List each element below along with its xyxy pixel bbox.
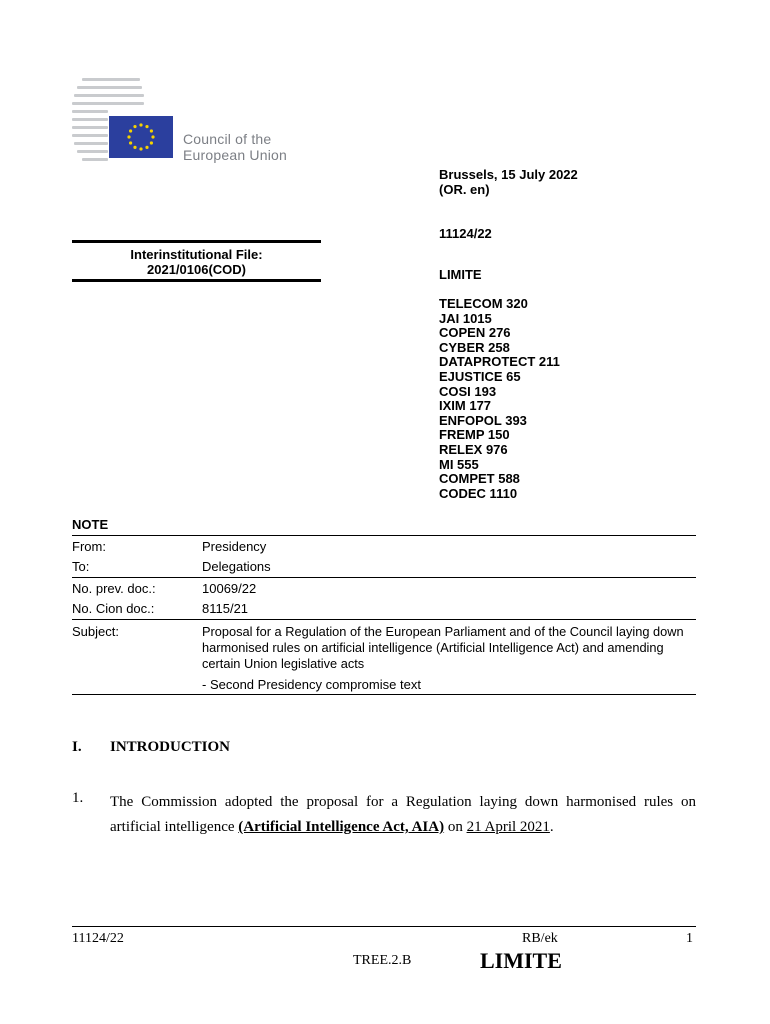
from-label: From: [72,539,106,554]
subject-code: EJUSTICE 65 [439,368,521,384]
act-name: (Artificial Intelligence Act, AIA) [238,819,445,835]
paragraph-text-part: . [549,819,554,835]
divider [72,577,696,578]
organization-name [183,131,287,163]
subject-code: MI 555 [439,456,479,472]
org-name-line2: European Union [183,147,287,163]
subject-code: CYBER 258 [439,339,510,355]
document-number: 11124/22 [439,226,492,241]
divider [72,619,696,620]
prev-doc-label: No. prev. doc.: [72,581,156,596]
subject-codes-list [439,297,560,501]
to-value: Delegations [202,559,271,574]
footer-classification: LIMITE [480,948,562,973]
adoption-date: 21 April 2021 [466,819,550,835]
note-title: NOTE [72,517,109,532]
subject-code: DATAPROTECT 211 [439,354,560,370]
subject-code: IXIM 177 [439,398,492,414]
subject-code: RELEX 976 [439,441,508,457]
subject-code: FREMP 150 [439,427,510,443]
subject-code: TELECOM 320 [439,296,528,311]
footer-initials: RB/ek [522,931,558,946]
prev-doc-value: 10069/22 [202,581,257,596]
to-label: To: [72,559,90,574]
paragraph-text [110,790,696,840]
subject-value: Proposal for a Regulation of the European Parliament and of the Council laying down harmonised rules on artificial intelligence (Artificial Intelligence Act) and amending certain Union legislative acts [202,624,684,671]
footer-divider [72,926,696,927]
divider [72,535,696,536]
cion-doc-value: 8115/21 [202,601,249,616]
subject-code: JAI 1015 [439,310,492,326]
subject-label: Subject: [72,624,119,639]
subject-subtitle: - Second Presidency compromise text [202,677,421,692]
cion-doc-label: No. Cion doc.: [72,601,155,616]
original-language: (OR. en) [439,181,490,197]
paragraph-text-part: on [444,819,467,835]
eu-flag-icon [109,116,173,158]
section-number: I. [72,739,82,755]
divider [72,694,696,695]
document-date: Brussels, 15 July 2022 [439,167,578,182]
org-name-line1: Council of the [183,131,272,147]
interinstitutional-file-box [72,240,321,282]
paragraph-text-part: The Commission adopted the proposal for a Regulation laying down harmonised rules on artificial intelligence [110,794,696,835]
footer-doc-number: 11124/22 [72,931,124,946]
paragraph-number: 1. [72,790,84,806]
subject-code: ENFOPOL 393 [439,412,527,428]
footer-department: TREE.2.B [353,953,412,968]
from-value: Presidency [202,539,267,554]
classification-label: LIMITE [439,267,482,282]
file-label: Interinstitutional File: [130,247,263,262]
subject-code: COMPET 588 [439,471,520,487]
subject-code: COPEN 276 [439,325,511,341]
section-title: INTRODUCTION [110,739,231,755]
page-number: 1 [686,931,693,946]
subject-code: CODEC 1110 [439,485,518,501]
subject-code: COSI 193 [439,383,497,399]
file-number: 2021/0106(COD) [147,262,246,277]
date-block [439,168,578,197]
